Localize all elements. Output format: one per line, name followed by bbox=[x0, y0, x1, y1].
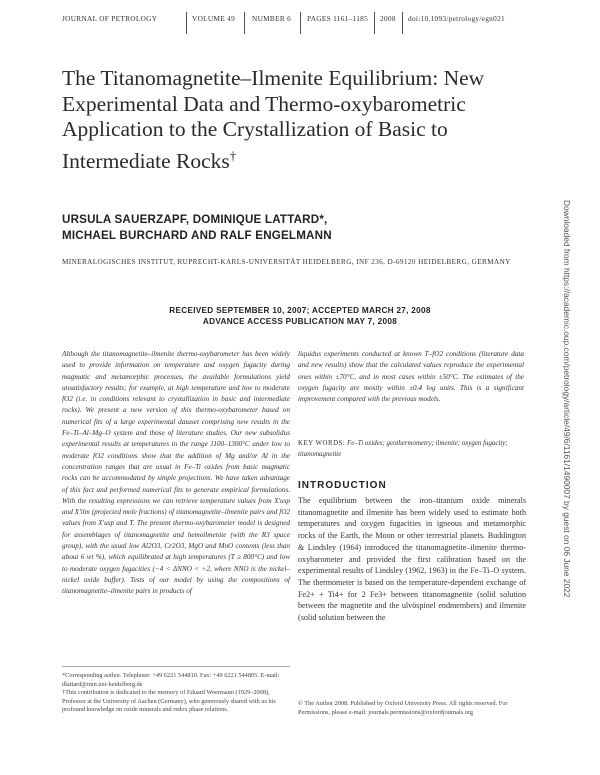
abstract-column-1: Although the titanomagnetite–ilmenite thermo-oxybarometer has been widely used to provide information on temperature and oxygen fugacity during magmatic and metamorphic processes, the available formulations yield unsatisfactory results; for example, at high temperature and low to moderate fO2 (i.e. in conditions relevant to crystallization in basic and intermediate rocks). We present a new version of this thermo-oxybarometer based on numerical fits of a large experimental dataset comprising new results in the Fe–Ti–Al–Mg–O system and those of literature studies. Our new subsolidus experimental results at temperatures in the range 1100–1300°C under low to moderate fO2 conditions show that the addition of Mg and/or Al in the concentration ranges that are usual in Fe–Ti oxides from basic magmatic rocks can be accommodated by simple projections. We have taken advantage of this fact and performed numerical fits to generate empirical formulations. With the resulting expressions we can retrieve temperature values from X'usp and X'ilm (projected mole fractions) of titanomagnetite–ilmenite pairs and fO2 values from X'usp and T. The present thermo-oxybarometer model is designed for assemblages of titanomagnetite and hemoilmenite (with the R3 space group), with the usual low Al2O3, Cr2O3, MgO and MnO contents (less than about 6 wt %), which equilibrated at high temperatures (T ≥ 800°C) and low to moderate oxygen fugacities (−4 < ΔNNO < +2, where NNO is the nickel–nickel oxide buffer). Tests of our model by using the compositions of titanomagnetite–ilmenite pairs in products of bbox=[62, 350, 290, 596]
journal-name: JOURNAL OF PETROLOGY bbox=[62, 14, 158, 23]
header-divider bbox=[300, 12, 301, 34]
title-dagger: † bbox=[229, 147, 237, 163]
advance-access: ADVANCE ACCESS PUBLICATION MAY 7, 2008 bbox=[202, 317, 398, 326]
page-range: PAGES 1161–1185 bbox=[307, 14, 369, 23]
header-divider bbox=[402, 12, 403, 34]
header-divider bbox=[374, 12, 375, 34]
introduction-body: The equilibrium between the iron–titanium oxide minerals titanomagnetite and ilmenite has been widely used to estimate both temperatures and oxygen fugacities in igneous and metamorphic rocks of the Earth, the Moon or other terrestrial planets. Buddington & Lindsley (1964) introduced the titanomagnetite–ilmenite thermo-oxybarometer and provided the first calibration based on the experimental results of Lindsley (1962, 1963) in the Fe–Ti–O system. The thermometer is based on the temperature-dependent exchange of Fe2+ + Ti4+ for 2 Fe3+ between titanomagnetite (solid solution between the magnetite and the ulvöspinel endmembers) and ilmenite (solid solution between the bbox=[298, 496, 526, 623]
header-divider bbox=[186, 12, 187, 34]
keywords-list: Fe–Ti oxides; geothermometry; ilmenite; oxygen fugacity; titanomagnetite bbox=[298, 440, 508, 459]
authors-line-1: URSULA SAUERZAPF, DOMINIQUE LATTARD*, bbox=[62, 213, 328, 226]
running-header bbox=[62, 12, 540, 36]
introduction-heading: INTRODUCTION bbox=[298, 480, 387, 491]
affiliation: MINERALOGISCHES INSTITUT, RUPRECHT-KARLS-UNIVERSITÄT HEIDELBERG, INF 236, D-69120 HEIDELBERG, GERMANY bbox=[62, 258, 511, 266]
received-accepted: RECEIVED SEPTEMBER 10, 2007; ACCEPTED MARCH 27, 2008 bbox=[169, 306, 431, 315]
footnote-dedication: †This contribution is dedicated to the memory of Eduard Woermann (1929–2008), Professor at the University of Aachen (Germany), who generously shared with us his profound knowledge on oxide minerals and redox phase relations. bbox=[62, 689, 276, 714]
received-dates bbox=[60, 305, 540, 327]
footnote-corresponding-author: *Corresponding author. Telephone: +49 6221 544810. Fax: +49 6221 544805. E-mail: dlattard@min.uni-heidelberg.de bbox=[62, 672, 280, 688]
authors-line-2: MICHAEL BURCHARD AND RALF ENGELMANN bbox=[62, 229, 332, 242]
title-text: The Titanomagnetite–Ilmenite Equilibrium: New Experimental Data and Thermo-oxybarometric Application to the Crystallization of Basic to Intermediate Rocks bbox=[62, 66, 485, 173]
doi-link[interactable]: doi:10.1093/petrology/egn021 bbox=[408, 14, 505, 23]
footnote-rule bbox=[62, 666, 290, 667]
copyright-notice: © The Author 2008. Published by Oxford University Press. All rights reserved. For Permissions, please e-mail: journals.permissions@oxfordjournals.org bbox=[298, 700, 508, 716]
abstract-column-2: liquidus experiments conducted at known T–fO2 conditions (literature data and new results) show that the calculated values reproduce the experimental ones within ±70°C, and in most cases within ±50°C. The estimates of the oxygen fugacity are mostly within ±0.4 log units. This is a significant improvement compared with the previous models. bbox=[298, 350, 524, 404]
year: 2008 bbox=[380, 14, 396, 23]
keywords bbox=[298, 438, 524, 461]
issue-number: NUMBER 6 bbox=[252, 14, 292, 23]
download-watermark-text[interactable]: Downloaded from https://academic.oup.com/petrology/article/49/6/1161/1490007 by guest on 06 June 2022 bbox=[562, 200, 572, 598]
article-title bbox=[62, 66, 542, 174]
keywords-label: KEY WORDS: bbox=[298, 440, 346, 447]
header-divider bbox=[244, 12, 245, 34]
download-watermark bbox=[562, 200, 584, 598]
volume: VOLUME 49 bbox=[192, 14, 236, 23]
author-list bbox=[62, 212, 522, 244]
footnotes bbox=[62, 672, 294, 715]
